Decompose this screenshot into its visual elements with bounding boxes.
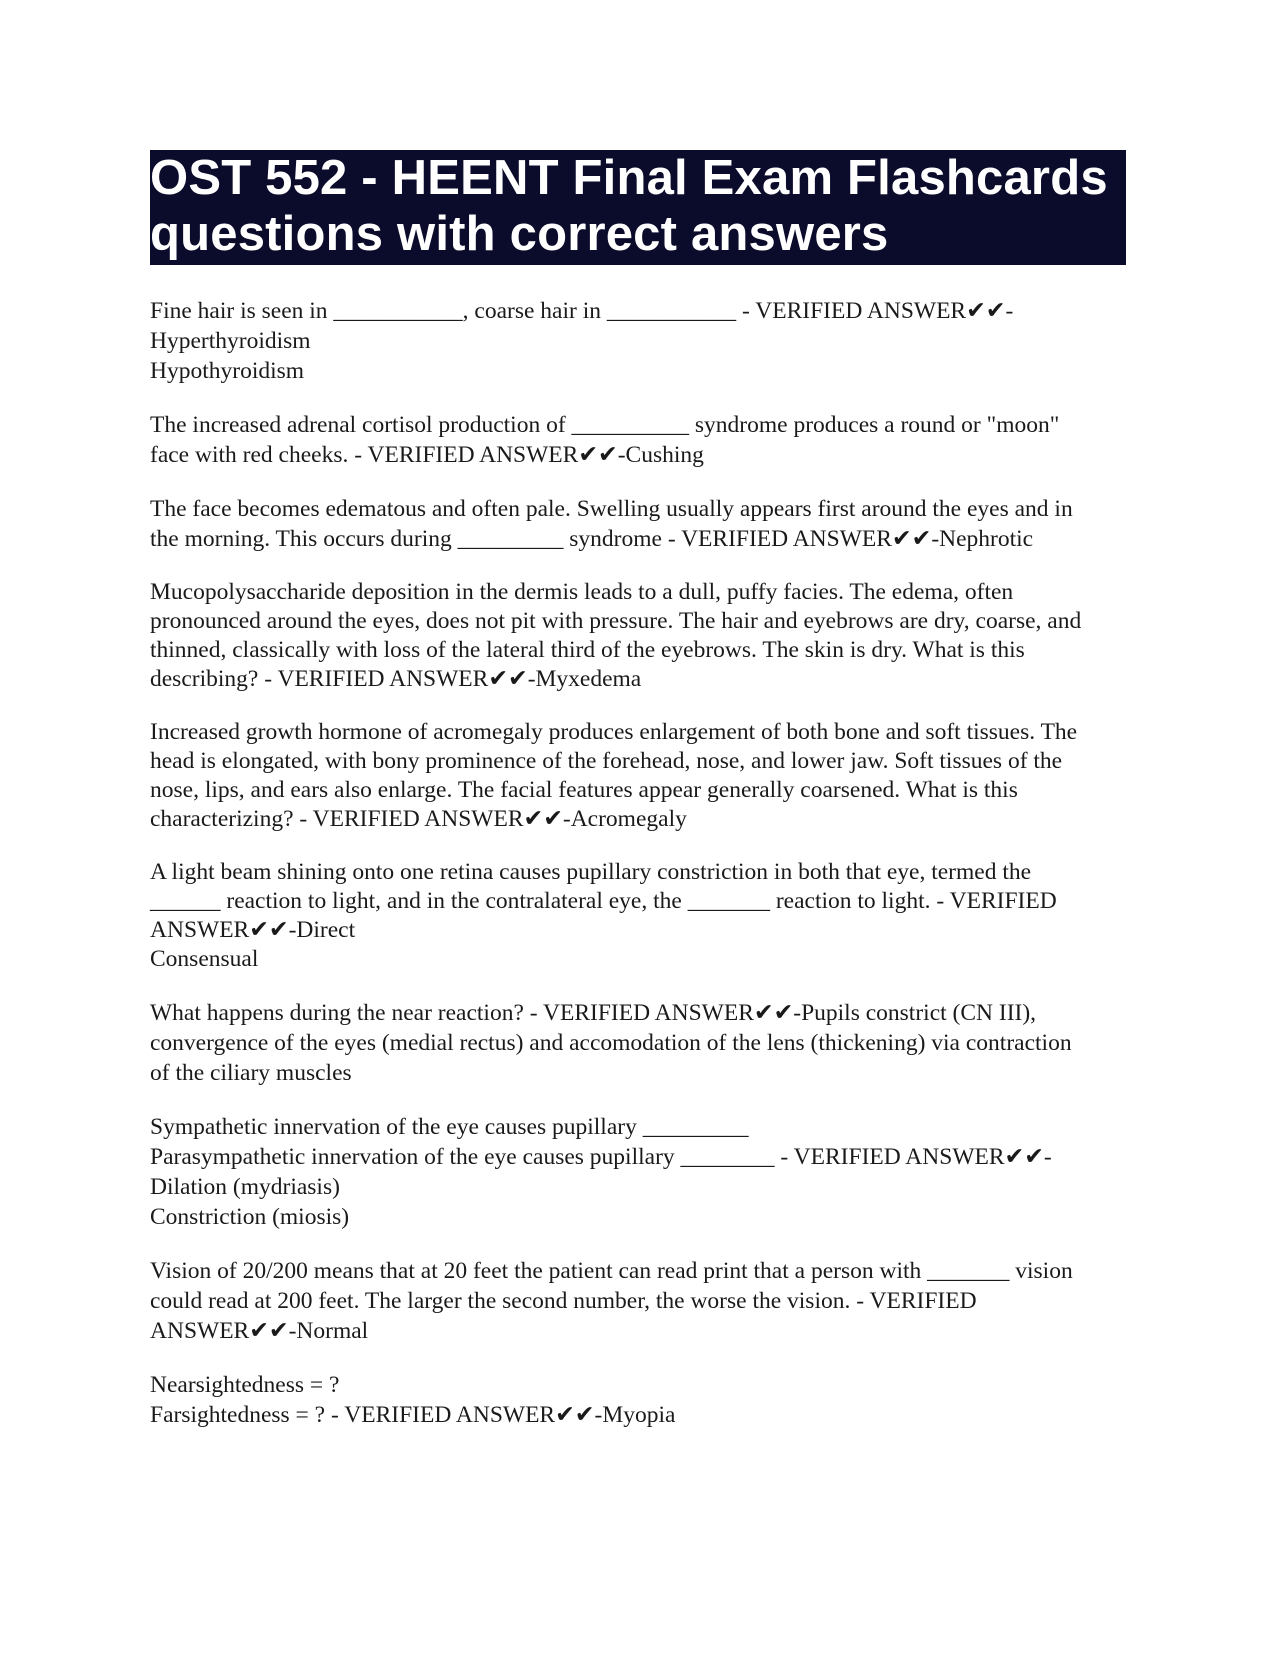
flashcard-line: Sympathetic innervation of the eye causes pupillary _________ [150, 1114, 749, 1140]
flashcard [150, 998, 1140, 1088]
flashcard-line: Nearsightedness = ? [150, 1372, 340, 1398]
document-title [150, 150, 1126, 265]
flashcard [150, 494, 1140, 554]
flashcard-line: The face becomes edematous and often pale. Swelling usually appears first around the eyes and in [150, 496, 1073, 522]
flashcard-line: What happens during the near reaction? - VERIFIED ANSWER✔✔-Pupils constrict (CN III), [150, 1000, 1037, 1026]
flashcard-line: Parasympathetic innervation of the eye causes pupillary ________ - VERIFIED ANSWER✔✔- [150, 1144, 1052, 1170]
flashcard-line: thinned, classically with loss of the lateral third of the eyebrows. The skin is dry. What is this [150, 637, 1025, 663]
flashcard [150, 578, 1140, 694]
flashcard [150, 410, 1140, 470]
flashcard [150, 718, 1140, 834]
flashcard-line: A light beam shining onto one retina causes pupillary constriction in both that eye, termed the [150, 859, 1032, 885]
flashcard-line: of the ciliary muscles [150, 1060, 352, 1086]
flashcard-line: Hypothyroidism [150, 358, 305, 384]
flashcard-line: convergence of the eyes (medial rectus) and accomodation of the lens (thickening) via contraction [150, 1030, 1072, 1056]
flashcard-line: head is elongated, with bony prominence of the forehead, nose, and lower jaw. Soft tissues of the [150, 748, 1063, 774]
flashcard-line: Fine hair is seen in ___________, coarse hair in ___________ - VERIFIED ANSWER✔✔- [150, 298, 1014, 324]
document-title-line: OST 552 - HEENT Final Exam Flashcards [150, 151, 1108, 205]
flashcard [150, 296, 1140, 386]
flashcard-line: face with red cheeks. - VERIFIED ANSWER✔✔-Cushing [150, 442, 704, 468]
flashcard-line: Dilation (mydriasis) [150, 1174, 340, 1200]
flashcard-line: could read at 200 feet. The larger the second number, the worse the vision. - VERIFIED [150, 1288, 977, 1314]
flashcard [150, 858, 1140, 974]
flashcard-line: ANSWER✔✔-Direct [150, 917, 356, 943]
flashcard-line: Increased growth hormone of acromegaly produces enlargement of both bone and soft tissues. The [150, 719, 1078, 745]
flashcard-line: Vision of 20/200 means that at 20 feet the patient can read print that a person with _______ vision [150, 1258, 1073, 1284]
flashcard-line: Consensual [150, 946, 259, 972]
flashcard-line: Hyperthyroidism [150, 328, 311, 354]
flashcard-line: describing? - VERIFIED ANSWER✔✔-Myxedema [150, 666, 642, 692]
flashcard-line: Constriction (miosis) [150, 1204, 350, 1230]
flashcard-list [150, 296, 1140, 1454]
flashcard-line: the morning. This occurs during _________ syndrome - VERIFIED ANSWER✔✔-Nephrotic [150, 526, 1034, 552]
flashcard-line: The increased adrenal cortisol production of __________ syndrome produces a round or "moon" [150, 412, 1060, 438]
flashcard [150, 1256, 1140, 1346]
flashcard-line: characterizing? - VERIFIED ANSWER✔✔-Acromegaly [150, 806, 687, 832]
flashcard-line: Mucopolysaccharide deposition in the dermis leads to a dull, puffy facies. The edema, often [150, 579, 1014, 605]
document-title-line: questions with correct answers [150, 207, 889, 261]
flashcard-line: Farsightedness = ? - VERIFIED ANSWER✔✔-Myopia [150, 1402, 676, 1428]
flashcard-line: pronounced around the eyes, does not pit with pressure. The hair and eyebrows are dry, coarse, and [150, 608, 1082, 634]
flashcard [150, 1370, 1140, 1430]
flashcard-line: nose, lips, and ears also enlarge. The facial features appear generally coarsened. What is this [150, 777, 1018, 803]
flashcard-line: ______ reaction to light, and in the contralateral eye, the _______ reaction to light. - VERIFIED [150, 888, 1057, 914]
flashcard-line: ANSWER✔✔-Normal [150, 1318, 369, 1344]
flashcard [150, 1112, 1140, 1232]
